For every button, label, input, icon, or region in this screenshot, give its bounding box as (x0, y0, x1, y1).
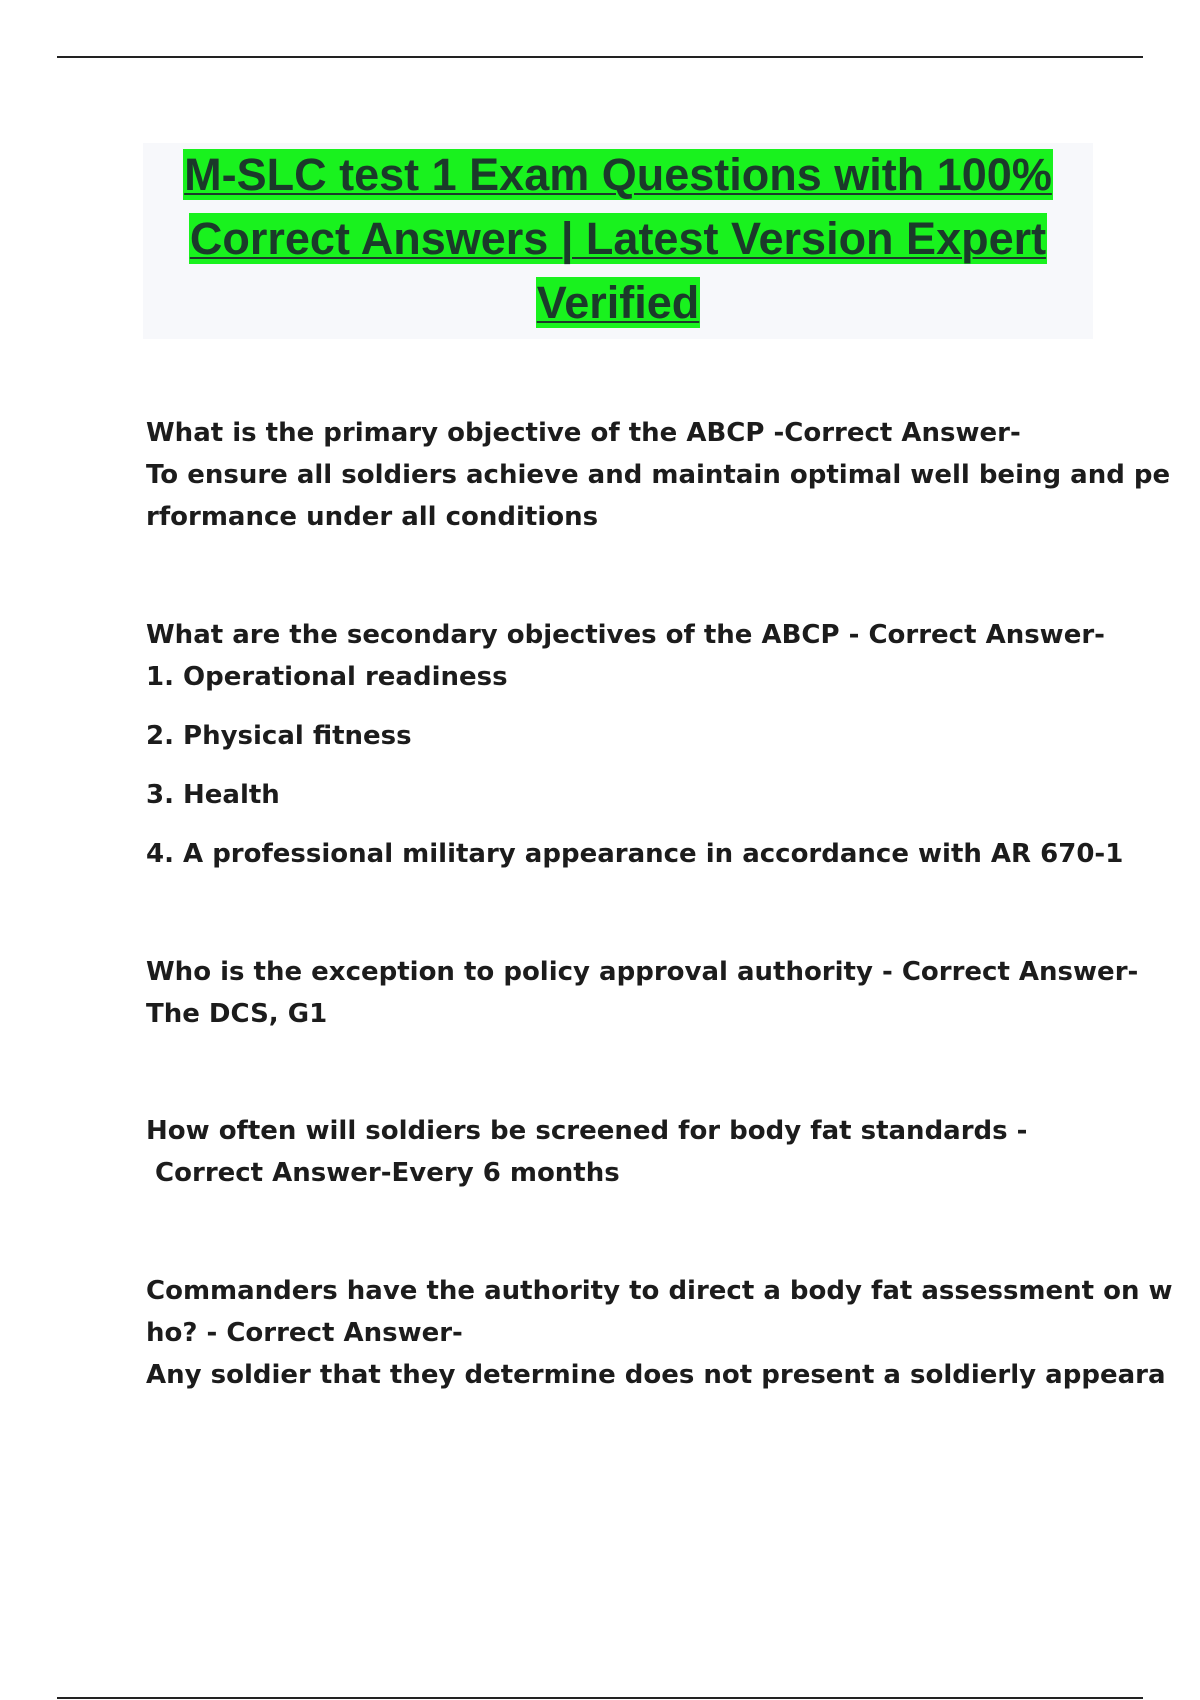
qa-block-1 (146, 412, 1171, 538)
qa-block-2 (146, 614, 1124, 875)
answer-list-item: 1. Operational readiness (146, 662, 508, 692)
top-rule (57, 56, 1143, 58)
document-title (143, 143, 1093, 339)
question-text: ho? - Correct Answer- (146, 1318, 463, 1348)
answer-list-item: 3. Health (146, 780, 280, 810)
answer-text: rformance under all conditions (146, 502, 599, 532)
qa-block-5 (146, 1270, 1173, 1396)
qa-block-4 (146, 1110, 1106, 1194)
question-text: What are the secondary objectives of the ABCP - Correct Answer- (146, 620, 1105, 650)
qa-block-3 (146, 951, 1139, 1035)
title-line-1: M-SLC test 1 Exam Questions with 100% (184, 149, 1052, 200)
answer-list-item: 2. Physical fitness (146, 721, 412, 751)
title-line-3: Verified (536, 277, 700, 328)
title-line-2: Correct Answers | Latest Version Expert (189, 213, 1047, 264)
question-text: What is the primary objective of the ABCP -Correct Answer- (146, 418, 1021, 448)
answer-text: Any soldier that they determine does not present a soldierly appeara (146, 1360, 1166, 1390)
question-text: How often will soldiers be screened for body fat standards - (146, 1116, 1028, 1146)
answer-text: Correct Answer-Every 6 months (146, 1158, 620, 1188)
answer-text: To ensure all soldiers achieve and maintain optimal well being and pe (146, 460, 1171, 490)
answer-list-item: 4. A professional military appearance in accordance with AR 670-1 (146, 839, 1124, 869)
answer-text: The DCS, G1 (146, 999, 328, 1029)
bottom-rule (57, 1697, 1143, 1699)
question-text: Who is the exception to policy approval authority - Correct Answer- (146, 957, 1139, 987)
question-text: Commanders have the authority to direct a body fat assessment on w (146, 1276, 1173, 1306)
